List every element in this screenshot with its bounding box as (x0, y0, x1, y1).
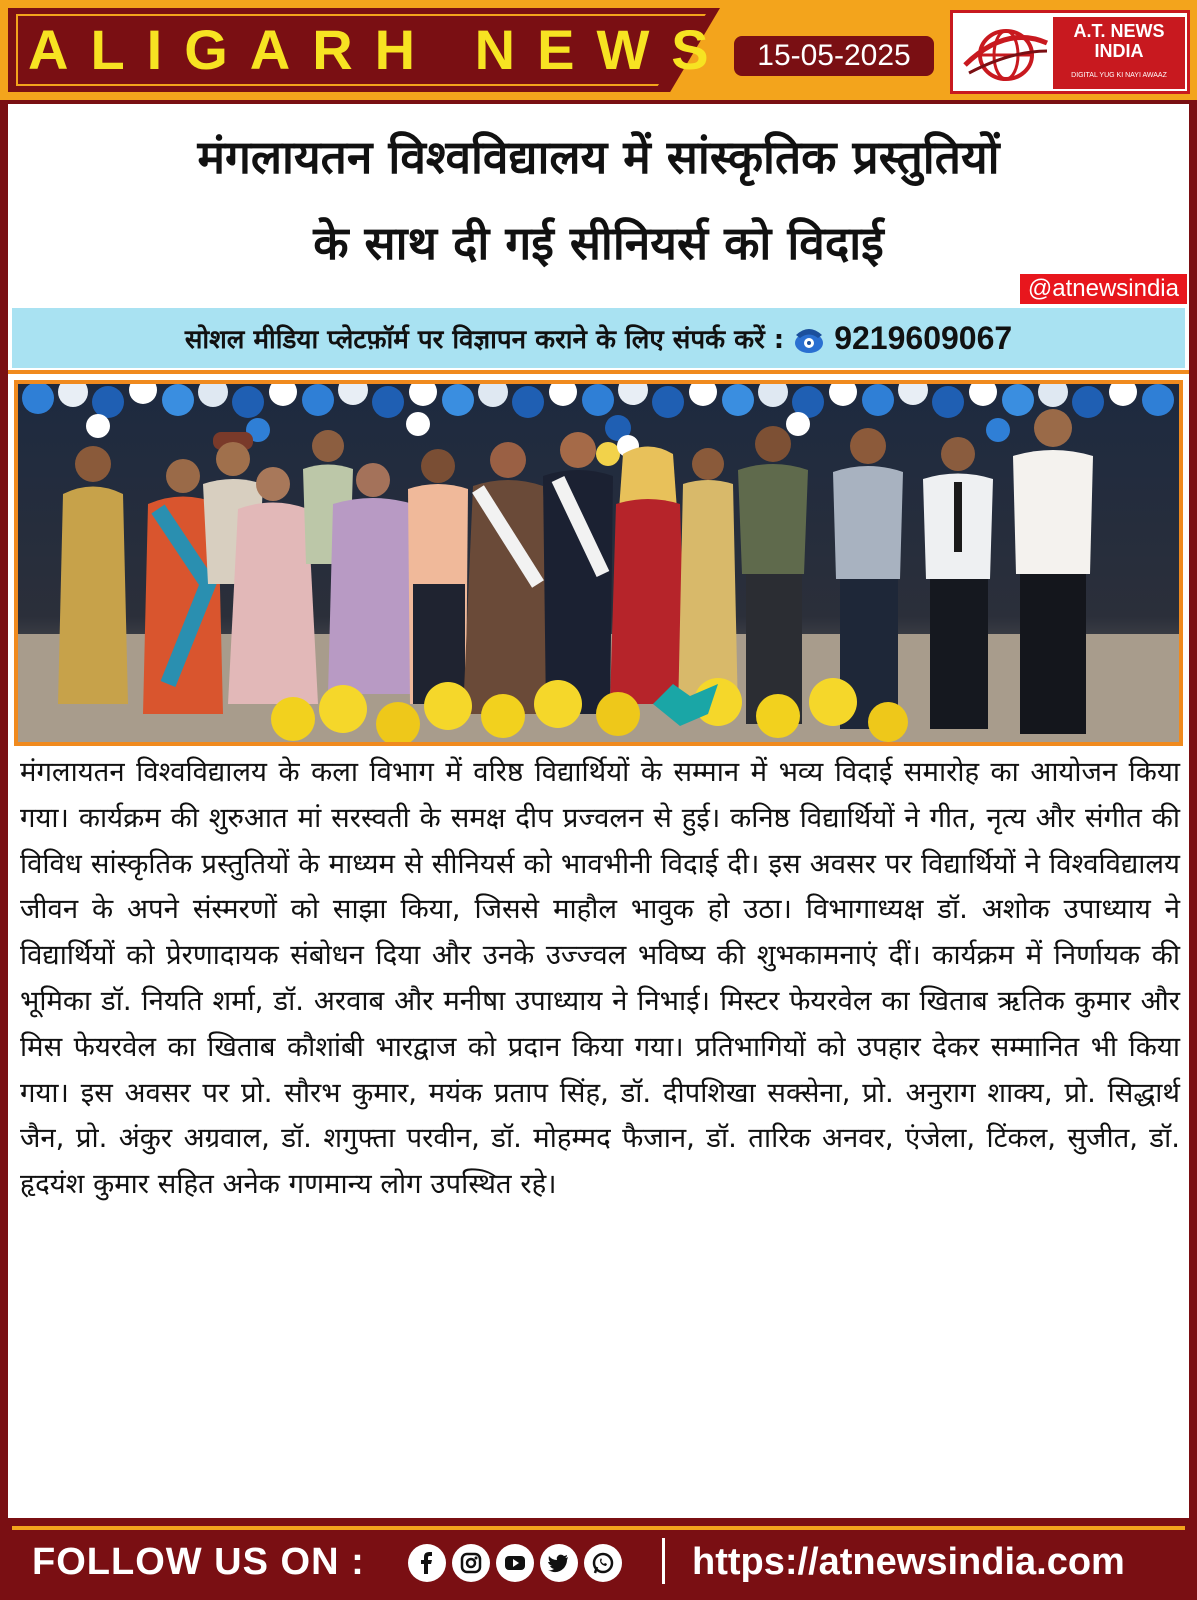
headline-line2: के साथ दी गई सीनियर्स को विदाई (313, 216, 884, 270)
youtube-icon[interactable] (496, 1544, 534, 1582)
article-body: मंगलायतन विश्वविद्यालय के कला विभाग में वरिष्ठ विद्यार्थियों के सम्मान में भव्य विदाई समारोह का आयोजन किया गया। कार्यक्रम की शुरुआत मां सरस्वती के समक्ष दीप प्रज्वलन से हुई। कनिष्ठ विद्यार्थियों ने गीत, नृत्य और संगीत की विविध सांस्कृतिक प्रस्तुतियों के माध्यम से सीनियर्स को भावभीनी विदाई दी। इस अवसर पर विद्यार्थियों ने विश्वविद्यालय जीवन के अपने संस्मरणों को साझा किया, जिससे माहौल भावुक हो उठा। विभागाध्यक्ष डॉ. अशोक उपाध्याय ने विद्यार्थियों को प्रेरणादायक संबोधन दिया और उनके उज्ज्वल भविष्य की शुभकामनाएं दीं। कार्यक्रम में निर्णायक की भूमिका डॉ. नियति शर्मा, डॉ. अरवाब और मनीषा उपाध्याय ने निभाई। मिस्टर फेयरवेल का खिताब ऋतिक कुमार और मिस फेयरवेल का खिताब कौशांबी भारद्वाज को प्रदान किया गया। प्रतिभागियों को उपहार देकर सम्मानित भी किया गया। इस अवसर पर प्रो. सौरभ कुमार, मयंक प्रताप सिंह, डॉ. दीपशिखा सक्सेना, प्रो. अनुराग शाक्य, प्रो. सिद्धार्थ जैन, प्रो. अंकुर अग्रवाल, डॉ. शगुफ्ता परवीन, डॉ. मोहम्मद फैजान, डॉ. तारिक अनवर, एंजेला, टिंकल, सुजीत, डॉ. हृदयंश कुमार सहित अनेक गणमान्य लोग उपस्थित रहे। (20, 756, 1180, 1201)
website-link[interactable]: https://atnewsindia.com (692, 1541, 1125, 1583)
globe-icon (961, 21, 1051, 85)
follow-us-label: FOLLOW US ON : (32, 1541, 365, 1583)
headline-line1: मंगलायतन विश्वविद्यालय में सांस्कृतिक प्रस्तुतियों (197, 130, 1000, 184)
social-handle[interactable]: @atnewsindia (1020, 274, 1187, 304)
footer-bar (12, 1526, 1185, 1588)
logo-name-line2: INDIA (1094, 41, 1144, 61)
ad-text: सोशल मीडिया प्लेटफ़ॉर्म पर विज्ञापन कराने के लिए संपर्क करें : (184, 325, 785, 355)
headline (8, 114, 1189, 286)
header (0, 0, 1197, 104)
logo-name-line1: A.T. NEWS (1073, 21, 1165, 41)
orange-divider (8, 370, 1189, 374)
logo-name (1053, 21, 1185, 61)
event-photo (14, 380, 1183, 746)
twitter-icon[interactable] (540, 1544, 578, 1582)
facebook-icon[interactable] (408, 1544, 446, 1582)
brand-title: ALIGARH NEWS (28, 18, 731, 81)
social-icons (408, 1544, 622, 1582)
footer-divider (662, 1538, 665, 1584)
logo-text-block (1053, 17, 1185, 89)
whatsapp-icon[interactable] (584, 1544, 622, 1582)
article-panel (8, 104, 1189, 1518)
ad-phone-number[interactable]: 9219609067 (834, 319, 1013, 356)
instagram-icon[interactable] (452, 1544, 490, 1582)
at-news-logo (950, 10, 1190, 94)
logo-tagline: DIGITAL YUG KI NAYI AWAAZ (1071, 72, 1167, 79)
ad-band (12, 308, 1185, 368)
telephone-icon (792, 321, 826, 355)
date-badge: 15-05-2025 (734, 36, 934, 76)
group-photo-illustration (18, 384, 1179, 742)
footer (0, 1518, 1197, 1600)
